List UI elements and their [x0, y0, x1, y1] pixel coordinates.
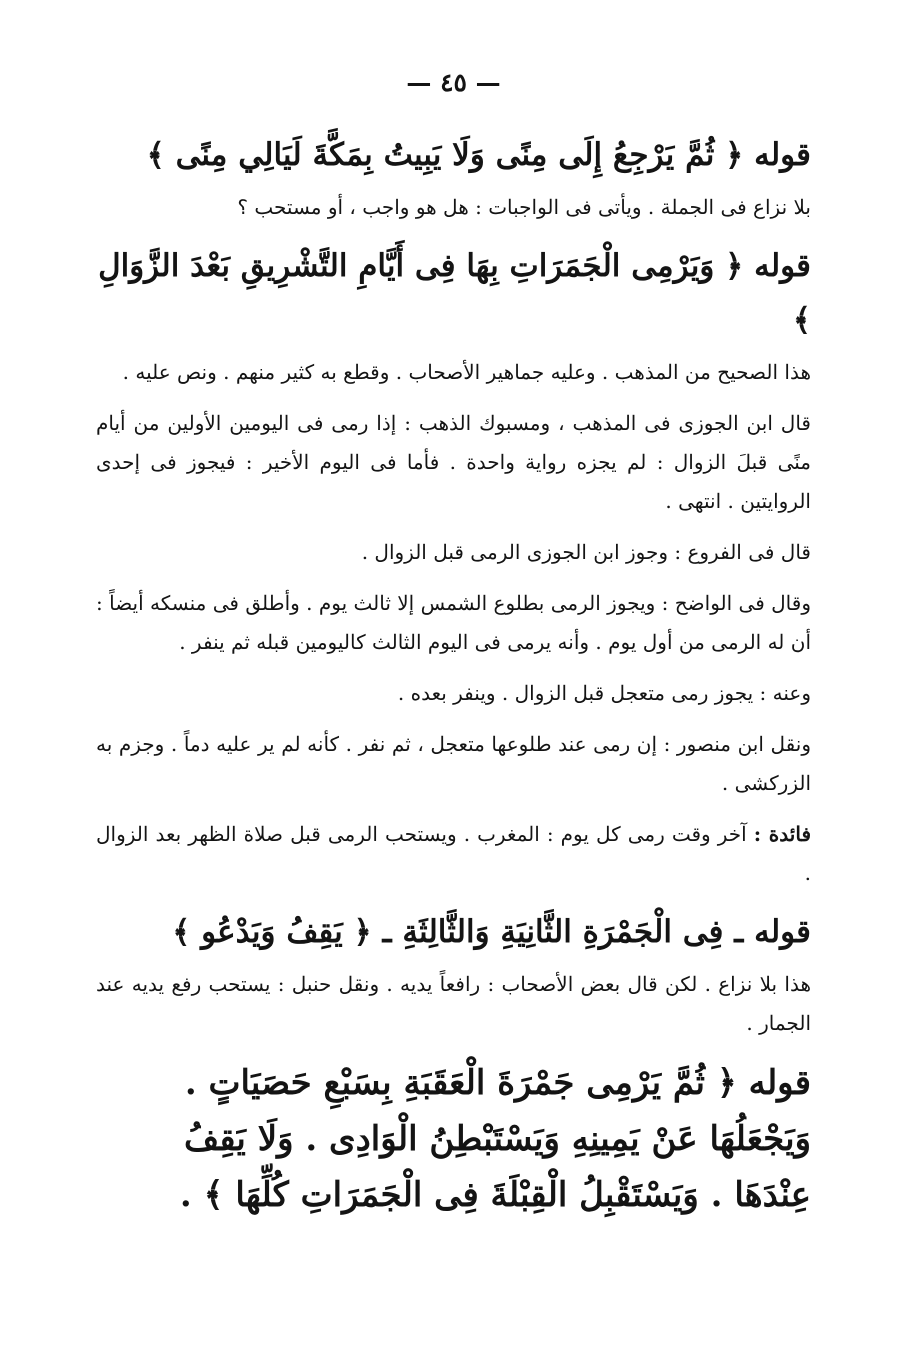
paragraph: قال فى الفروع : وجوز ابن الجوزى الرمى قبل الزوال .: [361, 540, 811, 564]
verse-text: ﴿ وَيَرْمِى الْجَمَرَاتِ بِهَا فِى أَيَّامِ التَّشْرِيقِ بَعْدَ الزَّوَالِ ﴾: [98, 248, 811, 338]
verse-keyword: قوله: [754, 137, 811, 173]
paragraph: هذا الصحيح من المذهب . وعليه جماهير الأصحاب . وقطع به كثير منهم . ونص عليه .: [122, 360, 811, 384]
note-text: آخر وقت رمى كل يوم : المغرب . ويستحب الرمى قبل صلاة الظهر بعد الزوال .: [96, 822, 811, 885]
paragraph: وقال فى الواضح : ويجوز الرمى بطلوع الشمس إلا ثالث يوم . وأطلق فى منسكه أيضاً : أن له الرمى من أول يوم . وأنه يرمى فى اليوم الثالث كاليومين قبله ثم ينفر .: [96, 591, 811, 654]
verse-heading: [96, 1055, 811, 1223]
verse-text: ﴿ ثُمَّ يَرْمِى جَمْرَةَ الْعَقَبَةِ بِسَبْعِ حَصَيَاتٍ . وَيَجْعَلُهَا عَنْ يَمِينِهِ وَيَسْتَبْطِنُ الْوَادِى . وَلَا يَقِفُ عِنْدَهَا . وَيَسْتَقْبِلُ الْقِبْلَةَ فِى الْجَمَرَاتِ كُلِّهَا ﴾ .: [179, 1063, 811, 1215]
paragraph: هذا بلا نزاع . لكن قال بعض الأصحاب : رافعاً يديه . ونقل حنبل : يستحب رفع يديه عند الجمار .: [96, 972, 811, 1035]
paragraph: بلا نزاع فى الجملة . ويأتى فى الواجبات : هل هو واجب ، أو مستحب ؟: [237, 195, 811, 219]
note-paragraph: [96, 815, 811, 893]
verse-heading: [96, 128, 811, 182]
verse-keyword: قوله: [754, 248, 811, 284]
paragraph: وعنه : يجوز رمى متعجل قبل الزوال . وينفر بعده .: [397, 681, 811, 705]
verse-text: ـ فِى الْجَمْرَةِ الثَّانِيَةِ وَالثَّالِثَةِ ـ ﴿ يَقِفُ وَيَدْعُو ﴾: [172, 914, 744, 950]
paragraph: قال ابن الجوزى فى المذهب ، ومسبوك الذهب : إذا رمى فى اليومين الأولين من أيام منًى قبلَ الزوال : لم يجزه رواية واحدة . فأما فى اليوم الأخير : فيجوز فى إحدى الروايتين . انتهى .: [96, 411, 811, 513]
verse-keyword: قوله: [748, 1063, 811, 1103]
verse-heading: [96, 239, 811, 347]
verse-text: ﴿ ثُمَّ يَرْجِعُ إِلَى مِنًى وَلَا يَبِيتُ بِمَكَّةَ لَيَالِي مِنًى ﴾: [146, 137, 744, 173]
verse-keyword: قوله: [754, 914, 811, 950]
verse-heading: [96, 905, 811, 959]
note-label: فائدة :: [753, 822, 812, 846]
paragraph: ونقل ابن منصور : إن رمى عند طلوعها متعجل ، ثم نفر . كأنه لم ير عليه دماً . وجزم به الزركشى .: [96, 732, 811, 795]
page-number: — ٤٥ —: [406, 68, 501, 97]
